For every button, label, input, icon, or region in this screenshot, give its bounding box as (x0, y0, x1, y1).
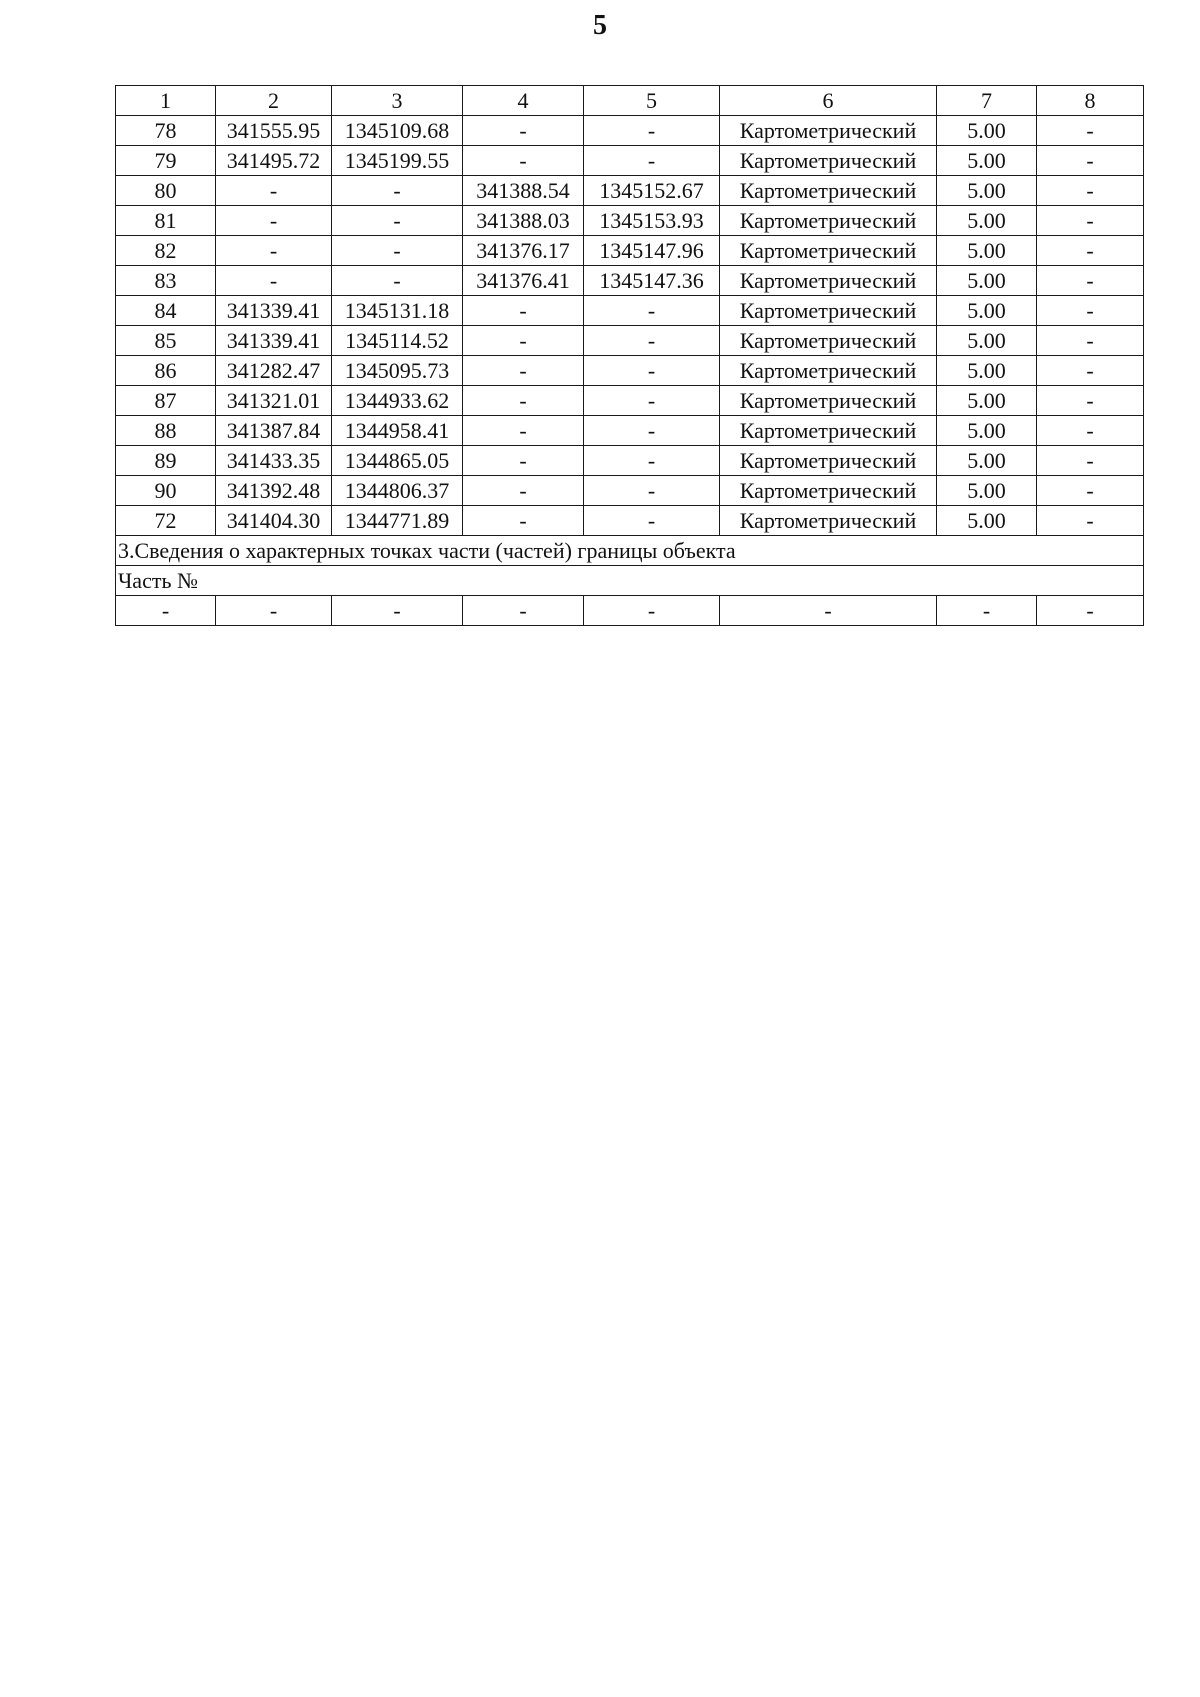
header-cell: 7 (937, 86, 1037, 116)
section-title-row (116, 536, 1144, 566)
header-cell: 3 (332, 86, 463, 116)
table-cell: - (463, 356, 584, 386)
table-cell: 1345095.73 (332, 356, 463, 386)
table-cell: 341282.47 (216, 356, 332, 386)
table-cell: 5.00 (937, 386, 1037, 416)
table-cell: - (1037, 446, 1144, 476)
table-cell: - (1037, 266, 1144, 296)
table-cell: - (1037, 236, 1144, 266)
table-cell: - (584, 296, 720, 326)
table-cell: 5.00 (937, 146, 1037, 176)
table-cell: 1345199.55 (332, 146, 463, 176)
table-cell: 82 (116, 236, 216, 266)
table-cell: Картометрический (720, 386, 937, 416)
table-cell: 85 (116, 326, 216, 356)
table-cell: 5.00 (937, 326, 1037, 356)
table-row (116, 176, 1144, 206)
table-cell: 78 (116, 116, 216, 146)
table-cell: 83 (116, 266, 216, 296)
table-cell: - (332, 236, 463, 266)
table-cell: 1345114.52 (332, 326, 463, 356)
table-row (116, 116, 1144, 146)
table-row (116, 416, 1144, 446)
table-cell: - (463, 476, 584, 506)
table-cell: 341387.84 (216, 416, 332, 446)
table-cell: Картометрический (720, 446, 937, 476)
table-cell: 5.00 (937, 416, 1037, 446)
table-cell: - (463, 146, 584, 176)
table-cell: Картометрический (720, 416, 937, 446)
table-cell: 341339.41 (216, 296, 332, 326)
table-body (116, 86, 1144, 626)
table-row (116, 146, 1144, 176)
table-cell: - (332, 596, 463, 626)
table-cell: - (1037, 206, 1144, 236)
table-cell: - (584, 596, 720, 626)
table-cell: - (216, 206, 332, 236)
table-row (116, 446, 1144, 476)
table-cell: 90 (116, 476, 216, 506)
table-cell: 341555.95 (216, 116, 332, 146)
table-cell: Картометрический (720, 116, 937, 146)
table-cell: - (584, 506, 720, 536)
table-cell: 5.00 (937, 296, 1037, 326)
table-cell: 5.00 (937, 476, 1037, 506)
table-cell: 81 (116, 206, 216, 236)
table-cell: 341433.35 (216, 446, 332, 476)
table-cell: 1344933.62 (332, 386, 463, 416)
table-cell: - (332, 176, 463, 206)
table-cell: 341495.72 (216, 146, 332, 176)
empty-part-row (116, 596, 1144, 626)
table-cell: 5.00 (937, 266, 1037, 296)
table-cell: - (463, 326, 584, 356)
part-label-row (116, 566, 1144, 596)
table-cell: 86 (116, 356, 216, 386)
header-cell: 6 (720, 86, 937, 116)
table-cell: - (463, 446, 584, 476)
table-cell: 89 (116, 446, 216, 476)
table-row (116, 206, 1144, 236)
table-cell: 341404.30 (216, 506, 332, 536)
table-cell: 88 (116, 416, 216, 446)
page-number: 5 (593, 10, 607, 41)
table-cell: - (1037, 416, 1144, 446)
table-cell: Картометрический (720, 356, 937, 386)
table-cell: - (463, 386, 584, 416)
table-cell: 79 (116, 146, 216, 176)
header-cell: 4 (463, 86, 584, 116)
table-cell: Картометрический (720, 236, 937, 266)
table-cell: 1344958.41 (332, 416, 463, 446)
table-cell: Картометрический (720, 266, 937, 296)
table-row (116, 356, 1144, 386)
table-cell: - (463, 506, 584, 536)
table-cell: - (463, 596, 584, 626)
table-cell: - (1037, 326, 1144, 356)
table-cell: - (584, 386, 720, 416)
table-cell: - (116, 596, 216, 626)
table-cell: - (463, 416, 584, 446)
table-cell: 72 (116, 506, 216, 536)
table-cell: - (216, 266, 332, 296)
table-cell: 1345131.18 (332, 296, 463, 326)
table-cell: - (1037, 386, 1144, 416)
table-cell: 5.00 (937, 176, 1037, 206)
table-row (116, 236, 1144, 266)
table-row (116, 266, 1144, 296)
table-cell: - (1037, 296, 1144, 326)
table-cell: - (1037, 146, 1144, 176)
table-cell: - (584, 356, 720, 386)
table-cell: 341388.54 (463, 176, 584, 206)
table-cell: 5.00 (937, 236, 1037, 266)
table-cell: 5.00 (937, 356, 1037, 386)
table-cell: 87 (116, 386, 216, 416)
table-row (116, 386, 1144, 416)
table-cell: - (584, 476, 720, 506)
boundary-points-table (115, 85, 1144, 626)
table-row (116, 326, 1144, 356)
table-cell: - (216, 176, 332, 206)
table-cell: Картометрический (720, 506, 937, 536)
table-cell: - (584, 146, 720, 176)
table-cell: 341321.01 (216, 386, 332, 416)
table-cell: 1345152.67 (584, 176, 720, 206)
table-cell: - (584, 116, 720, 146)
table-cell: 341376.17 (463, 236, 584, 266)
header-cell: 5 (584, 86, 720, 116)
table-cell: 1345147.36 (584, 266, 720, 296)
table-cell: 1345147.96 (584, 236, 720, 266)
table-cell: 80 (116, 176, 216, 206)
table-cell: 5.00 (937, 116, 1037, 146)
table-cell: 341376.41 (463, 266, 584, 296)
table-header-row (116, 86, 1144, 116)
table-cell: 84 (116, 296, 216, 326)
table-cell: - (1037, 476, 1144, 506)
table-cell: - (216, 596, 332, 626)
table-cell: - (463, 116, 584, 146)
table-cell: Картометрический (720, 176, 937, 206)
table-cell: Картометрический (720, 146, 937, 176)
table-cell: 1345153.93 (584, 206, 720, 236)
header-cell: 2 (216, 86, 332, 116)
header-cell: 8 (1037, 86, 1144, 116)
table-cell: 341339.41 (216, 326, 332, 356)
table-cell: - (463, 296, 584, 326)
table-cell: - (1037, 506, 1144, 536)
table-cell: Картометрический (720, 476, 937, 506)
table-cell: - (1037, 116, 1144, 146)
table-cell: - (720, 596, 937, 626)
table-cell: - (937, 596, 1037, 626)
part-label: Часть № (116, 566, 1144, 596)
table-cell: 5.00 (937, 506, 1037, 536)
table-cell: - (584, 326, 720, 356)
table-cell: 5.00 (937, 446, 1037, 476)
table-cell: Картометрический (720, 296, 937, 326)
table-cell: Картометрический (720, 206, 937, 236)
table-cell: - (1037, 176, 1144, 206)
table-row (116, 506, 1144, 536)
table-cell: 341388.03 (463, 206, 584, 236)
table-cell: 5.00 (937, 206, 1037, 236)
table-cell: 1344771.89 (332, 506, 463, 536)
table-cell: - (584, 446, 720, 476)
table-cell: - (1037, 596, 1144, 626)
table-cell: - (1037, 356, 1144, 386)
table-cell: 1344865.05 (332, 446, 463, 476)
table-row (116, 296, 1144, 326)
table-cell: 1345109.68 (332, 116, 463, 146)
table-cell: - (332, 266, 463, 296)
table-cell: 1344806.37 (332, 476, 463, 506)
table-cell: Картометрический (720, 326, 937, 356)
table-cell: 341392.48 (216, 476, 332, 506)
header-cell: 1 (116, 86, 216, 116)
section-title: 3.Сведения о характерных точках части (частей) границы объекта (116, 536, 1144, 566)
table-cell: - (332, 206, 463, 236)
table-cell: - (584, 416, 720, 446)
table-cell: - (216, 236, 332, 266)
table-row (116, 476, 1144, 506)
